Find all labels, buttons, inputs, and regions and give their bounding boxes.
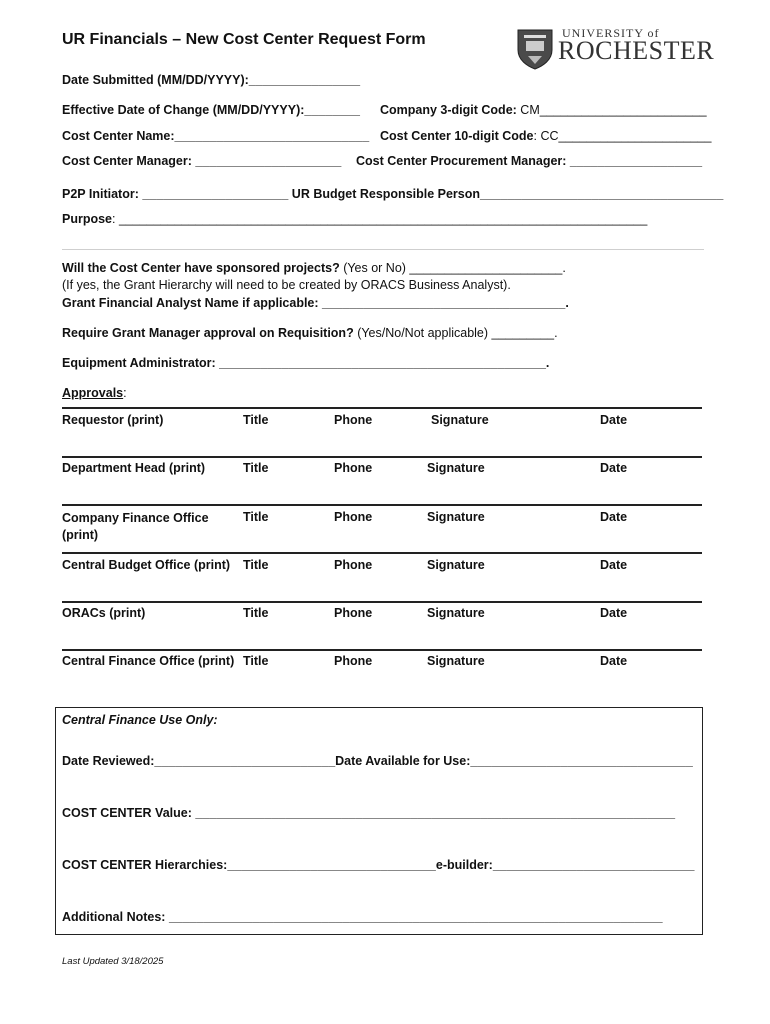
grant-hierarchy-note: (If yes, the Grant Hierarchy will need to be created by ORACS Business Analyst). [62,278,511,292]
purpose-label: Purpose [62,212,113,226]
sponsored-projects-field[interactable] [62,261,566,275]
central-finance-box [55,707,703,935]
approval-date: Date [600,606,628,620]
cost-center-manager-field[interactable]: Cost Center Manager: _____________________ [62,154,342,168]
approval-divider [62,552,702,554]
approval-divider [62,504,702,506]
approval-role: Central Finance Office (print) [62,654,235,668]
central-finance-heading: Central Finance Use Only: [62,713,218,727]
additional-notes-field[interactable]: Additional Notes: _______________________________________________________________________ [62,910,663,924]
approvals-colon: : [123,386,127,400]
p2p-initiator-field[interactable]: P2P Initiator: _____________________ UR Budget Responsible Person___________________________________ [62,187,724,201]
grant-analyst-field[interactable]: Grant Financial Analyst Name if applicable: ___________________________________. [62,296,569,310]
purpose-field[interactable] [62,212,647,226]
grant-manager-value: (Yes/No/Not applicable) _________. [353,326,558,340]
approval-signature: Signature [427,606,485,620]
approval-role: Company Finance Office (print) [62,511,209,542]
grant-manager-label: Require Grant Manager approval on Requisition? [62,326,354,340]
date-reviewed-field[interactable]: Date Reviewed:__________________________Date Available for Use:________________________________ [62,754,693,768]
approval-phone: Phone [334,461,373,475]
approval-signature: Signature [427,558,485,572]
approval-divider [62,649,702,651]
sponsored-projects-value: (Yes or No) ______________________. [339,261,566,275]
grant-manager-approval-field[interactable] [62,326,558,340]
approval-phone: Phone [334,654,373,668]
approvals-label: Approvals [62,386,124,400]
approval-phone: Phone [334,606,373,620]
approval-date: Date [600,461,628,475]
approval-divider [62,407,702,409]
approval-role: Central Budget Office (print) [62,558,231,572]
approval-title: Title [243,654,269,668]
page-title: UR Financials – New Cost Center Request Form [62,31,426,48]
approval-divider [62,456,702,458]
equipment-administrator-field[interactable]: Equipment Administrator: _______________________________________________. [62,356,550,370]
effective-date-field[interactable]: Effective Date of Change (MM/DD/YYYY):________ [62,103,361,117]
approval-signature: Signature [427,510,485,524]
last-updated-footer: Last Updated 3/18/2025 [62,956,164,967]
cost-center-value-field[interactable]: COST CENTER Value: _____________________________________________________________________ [62,806,676,820]
approval-title: Title [243,413,269,427]
cost-center-name-field[interactable]: Cost Center Name:____________________________ [62,129,370,143]
company-code-label: Company 3-digit Code: [380,103,517,117]
approval-phone: Phone [334,510,373,524]
approval-date: Date [600,654,628,668]
date-submitted-field[interactable]: Date Submitted (MM/DD/YYYY):________________ [62,73,361,87]
procurement-manager-field[interactable]: Cost Center Procurement Manager: ___________________ [356,154,703,168]
sponsored-projects-label: Will the Cost Center have sponsored projects? [62,261,340,275]
approval-role: Department Head (print) [62,461,206,475]
approval-title: Title [243,510,269,524]
approval-phone: Phone [334,558,373,572]
approval-date: Date [600,510,628,524]
company-code-value: CM________________________ [516,103,707,117]
company-code-field[interactable] [380,103,707,117]
cost-center-code-label: Cost Center 10-digit Code [380,129,534,143]
approval-date: Date [600,558,628,572]
approval-phone: Phone [334,413,373,427]
cost-center-code-field[interactable] [380,129,711,143]
approval-date: Date [600,413,628,427]
logo-university-text: UNIVERSITY of [562,26,660,40]
cost-center-hierarchies-field[interactable]: COST CENTER Hierarchies:______________________________e-builder:_____________________________ [62,858,695,872]
approval-signature: Signature [431,413,489,427]
approval-role: Requestor (print) [62,413,164,427]
section-divider [62,249,704,250]
approval-role: ORACs (print) [62,606,146,620]
approval-signature: Signature [427,654,485,668]
shield-icon [516,26,554,70]
approval-title: Title [243,606,269,620]
university-logo [516,26,715,70]
cost-center-code-value: : CC______________________ [533,129,712,143]
approvals-heading [62,386,127,400]
approval-divider [62,601,702,603]
approval-title: Title [243,461,269,475]
approval-signature: Signature [427,461,485,475]
approval-title: Title [243,558,269,572]
logo-rochester-text: ROCHESTER [558,36,715,65]
purpose-line: : ____________________________________________________________________________ [112,212,648,226]
